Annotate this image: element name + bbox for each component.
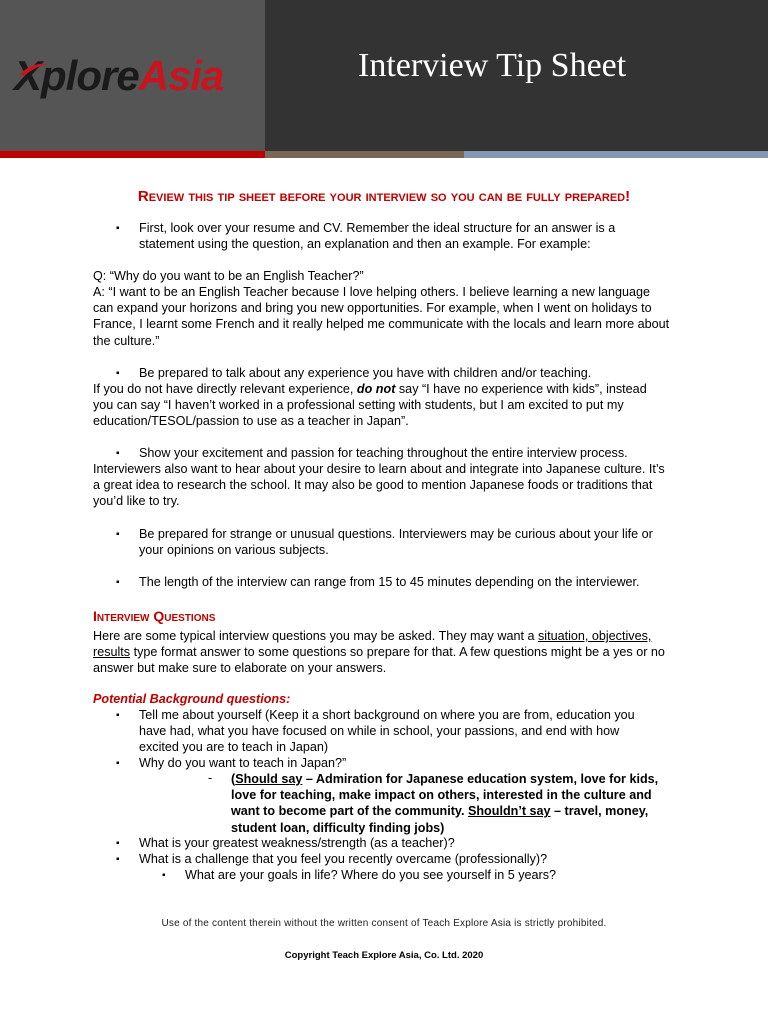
logo-swoosh-icon [18,60,58,80]
qa-answer: A: “I want to be an English Teacher because I love helping others. I believe learning a new language can expand your horizons and bring you new opportunities. For example, when I went on holidays to France, I learnt some French and it really helped me communicate with the locals and learn more about the culture.” [93,285,670,348]
question-3: What is your greatest weakness/strength (as a teacher)? [139,836,455,850]
shouldnt-say-text: – travel, money, student loan, difficulty finding jobs) [231,804,649,835]
bullet-marker: ▪ [162,870,166,881]
logo-text-asia: Asia [138,52,224,99]
section-heading-interview-questions: Interview Questions [93,608,216,624]
header-banner [0,0,768,152]
intro-underlined: situation, objectives, results [93,629,652,660]
footer-notice: Use of the content therein without the written consent of Teach Explore Asia is strictly prohibited. [161,918,607,929]
logo-panel [0,0,265,152]
bullet-marker: ▪ [116,529,120,540]
page-title: Interview Tip Sheet [358,47,627,84]
tip-bullet-3: Show your excitement and passion for teaching throughout the entire interview process. [139,446,628,460]
question-2: Why do you want to teach in Japan?” [139,756,347,770]
question-1: Tell me about yourself (Keep it a short background on where you are from, education you have had, what you have focused on while in school, your passions, and end with how excited you are to teach in Japan) [139,708,635,755]
company-logo [14,52,223,100]
experience-emphasis: do not [356,382,396,396]
should-say-text: – Admiration for Japanese education system, love for kids, love for teaching, make impact on others, interested in the culture and want to become part of the community. [231,772,659,819]
experience-pre: If you do not have directly relevant experience, [93,382,357,396]
review-notice: Review this tip sheet before your interview so you can be fully prepared! [137,188,631,205]
sub-heading-background-questions: Potential Background questions: [93,692,291,706]
should-open-paren: ( [231,772,236,786]
question-4: What is a challenge that you feel you recently overcame (professionally)? [139,852,548,866]
dash-marker: - [208,771,213,785]
bullet-marker: ▪ [116,577,120,588]
bullet-marker: ▪ [116,448,120,459]
stripe-red [0,151,265,158]
bullet-marker: ▪ [116,368,120,379]
stripe-brown [265,151,464,158]
qa-question: Q: “Why do you want to be an English Teacher?” [93,269,364,283]
bullet-marker: ▪ [116,854,120,865]
bullet-marker: ▪ [116,710,120,721]
should-say-guidance [231,771,673,836]
stripe-blue [464,151,768,158]
culture-paragraph: Interviewers also want to hear about your desire to learn about and integrate into Japanese culture. It’s a great idea to research the school. It may also be good to mention Japanese foods or traditions that you’d like to try. [93,462,665,509]
should-say-label: Should say [235,772,303,786]
question-5: What are your goals in life? Where do you see yourself in 5 years? [185,868,557,882]
footer-copyright: Copyright Teach Explore Asia, Co. Ltd. 2020 [284,950,484,961]
logo-text-xplore: Xplore [14,52,139,99]
intro-pre: Here are some typical interview questions you may be asked. They may want a [93,629,538,643]
tip-bullet-1: First, look over your resume and CV. Remember the ideal structure for an answer is a statement using the question, an explanation and then an example. For example: [139,221,616,252]
bullet-marker: ▪ [116,838,120,849]
bullet-marker: ▪ [116,223,120,234]
experience-paragraph [93,381,668,430]
interview-questions-intro [93,628,668,677]
shouldnt-say-label: Shouldn’t say [467,804,551,819]
experience-post: say “I have no experience with kids”, instead you can say “I haven’t worked in a professional setting with students, but I am excited to put my education/TESOL/passion to use as a teacher in Japan”. [93,382,647,429]
intro-post: type format answer to some questions so prepare for that. A few questions might be a yes or no answer but make sure to elaborate on your answers. [93,645,665,676]
tip-bullet-2: Be prepared to talk about any experience you have with children and/or teaching. [139,366,592,380]
tip-bullet-5: The length of the interview can range from 15 to 45 minutes depending on the interviewer. [139,575,640,589]
bullet-marker: ▪ [116,758,120,769]
tip-bullet-4: Be prepared for strange or unusual questions. Interviewers may be curious about your life or your opinions on various subjects. [139,527,653,558]
